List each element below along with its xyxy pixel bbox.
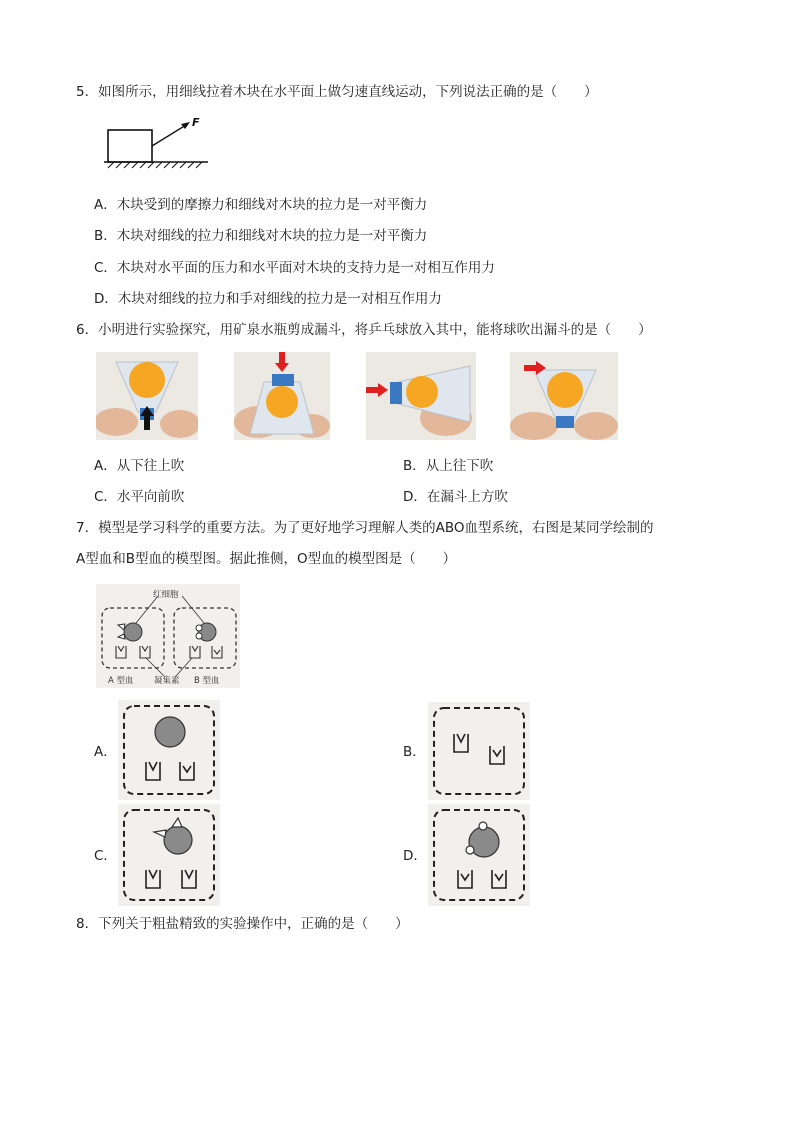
- q7-option-c-figure[interactable]: [118, 804, 220, 906]
- rbc: [164, 826, 192, 854]
- rbc: [155, 717, 185, 747]
- q7-option-d-figure[interactable]: [428, 804, 530, 906]
- q7-option-c-label[interactable]: C．: [94, 848, 117, 864]
- ping-pong-ball: [406, 376, 438, 408]
- label-b-type: B 型血: [194, 676, 220, 686]
- q5-option-a[interactable]: A．木块受到的摩擦力和细线对木块的拉力是一对平衡力: [94, 197, 428, 213]
- photo-blow-horizontal: [366, 352, 476, 440]
- q7-option-d-label[interactable]: D．: [403, 848, 427, 864]
- question-7-text-line2: A型血和B型血的模型图。据此推侧，O型血的模型图是（ ）: [76, 551, 457, 567]
- q7-option-b-figure[interactable]: [428, 702, 530, 800]
- block-pulled-diagram: [104, 116, 214, 170]
- photo-blow-from-below: [96, 352, 198, 440]
- label-red-blood-cell: 红细胞: [153, 590, 179, 600]
- q7-option-b-label[interactable]: B．: [403, 744, 426, 760]
- ground-hatching: [108, 162, 202, 168]
- string-line: [152, 125, 186, 146]
- question-8-text: 8．下列关于粗盐精致的实验操作中，正确的是（ ）: [76, 916, 409, 932]
- force-label: F: [192, 116, 200, 129]
- q7-option-a-label[interactable]: A．: [94, 744, 117, 760]
- rbc-a: [124, 623, 142, 641]
- q5-option-d[interactable]: D．木块对细线的拉力和手对细线的拉力是一对相互作用力: [94, 291, 442, 307]
- label-agglutinin: 凝集素: [154, 676, 180, 686]
- ping-pong-ball: [547, 372, 583, 408]
- q5-option-c[interactable]: C．木块对水平面的压力和水平面对木块的支持力是一对相互作用力: [94, 260, 495, 276]
- ab-blood-reference-figure: [96, 584, 240, 688]
- q6-option-c[interactable]: C．水平向前吹: [94, 489, 185, 505]
- question-7-text-line1: 7．模型是学习科学的重要方法。为了更好地学习理解人类的ABO血型系统，右图是某同学绘制的: [76, 520, 654, 536]
- ping-pong-ball: [266, 386, 298, 418]
- ping-pong-ball: [129, 362, 165, 398]
- wood-block: [108, 130, 152, 162]
- q5-option-b[interactable]: B．木块对细线的拉力和细线对木块的拉力是一对平衡力: [94, 228, 428, 244]
- q6-option-b[interactable]: B．从上往下吹: [403, 458, 494, 474]
- question-5-text: 5．如图所示，用细线拉着木块在水平面上做匀速直线运动，下列说法正确的是（ ）: [76, 84, 598, 100]
- photo-blow-above-funnel: [510, 352, 618, 440]
- photo-blow-from-above: [234, 352, 330, 440]
- q6-option-a[interactable]: A．从下往上吹: [94, 458, 185, 474]
- label-a-type: A 型血: [108, 676, 134, 686]
- q7-option-a-figure[interactable]: [118, 700, 220, 800]
- question-6-text: 6．小明进行实验探究，用矿泉水瓶剪成漏斗，将乒乓球放入其中，能将球吹出漏斗的是（ ）: [76, 322, 652, 338]
- q6-option-d[interactable]: D．在漏斗上方吹: [403, 489, 508, 505]
